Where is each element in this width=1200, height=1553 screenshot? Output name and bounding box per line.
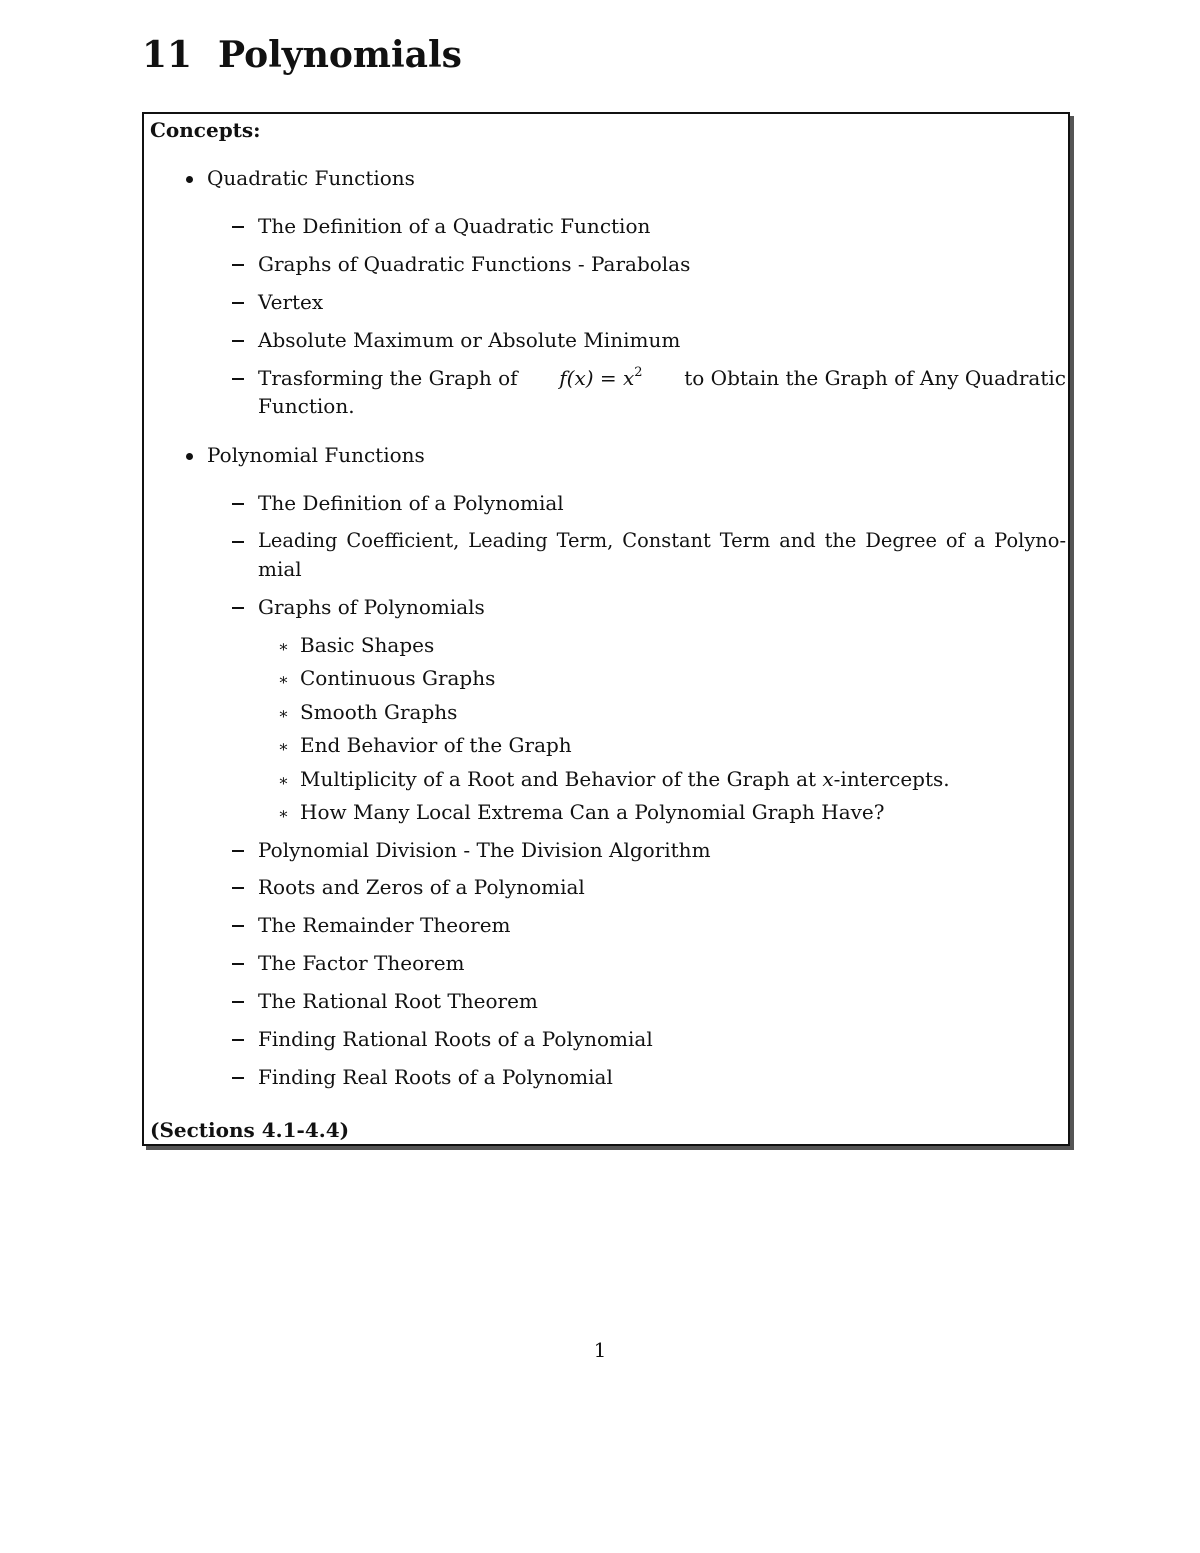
asterisk-icon: ∗ — [278, 670, 289, 689]
multiplicity-text-end: -intercepts. — [833, 767, 950, 791]
list-item-transforming — [258, 364, 1066, 392]
dash-icon — [232, 963, 244, 965]
page-heading — [142, 30, 462, 80]
list-item-continuation: mial — [258, 557, 302, 581]
list-item: The Definition of a Polynomial — [258, 491, 564, 515]
list-item: Polynomial Division - The Division Algorithm — [258, 838, 711, 862]
asterisk-icon: ∗ — [278, 737, 289, 756]
bullet-polynomial-functions: Polynomial Functions — [207, 443, 425, 467]
dash-icon — [232, 226, 244, 228]
dash-icon — [232, 1077, 244, 1079]
list-item: Absolute Maximum or Absolute Minimum — [258, 328, 681, 352]
list-item: The Factor Theorem — [258, 951, 465, 975]
asterisk-icon: ∗ — [278, 637, 289, 656]
list-item-graphs: Graphs of Polynomials — [258, 595, 485, 619]
dash-icon — [232, 925, 244, 927]
multiplicity-text-start: Multiplicity of a Root and Behavior of the Graph at — [300, 767, 817, 791]
math-variable: x — [822, 767, 834, 791]
asterisk-icon: ∗ — [278, 804, 289, 823]
dash-icon — [232, 850, 244, 852]
asterisk-icon: ∗ — [278, 704, 289, 723]
bullet-dot-icon — [186, 453, 193, 460]
section-title: Polynomials — [218, 34, 462, 76]
list-item: The Remainder Theorem — [258, 913, 511, 937]
dash-icon — [232, 541, 244, 543]
dash-icon — [232, 264, 244, 266]
math-exponent: 2 — [634, 365, 643, 380]
asterisk-icon: ∗ — [278, 771, 289, 790]
sub-list-item: How Many Local Extrema Can a Polynomial Graph Have? — [300, 800, 885, 824]
dash-icon — [232, 1039, 244, 1041]
page-number: 1 — [593, 1338, 607, 1362]
sections-reference: (Sections 4.1-4.4) — [150, 1118, 350, 1142]
dash-icon — [232, 1001, 244, 1003]
sub-list-item: Continuous Graphs — [300, 666, 496, 690]
transform-text-start: Trasforming the Graph of — [258, 366, 518, 390]
sub-list-item: Smooth Graphs — [300, 700, 458, 724]
list-item: The Rational Root Theorem — [258, 989, 538, 1013]
section-number: 11 — [142, 34, 193, 76]
sub-list-item: Basic Shapes — [300, 633, 435, 657]
list-item: The Definition of a Quadratic Function — [258, 214, 651, 238]
transform-math — [559, 364, 642, 392]
dash-icon — [232, 340, 244, 342]
list-item: Vertex — [258, 290, 324, 314]
bullet-dot-icon — [186, 176, 193, 183]
concepts-label: Concepts: — [150, 118, 261, 142]
list-item-leading: Leading Coefficient, Leading Term, Constant Term and the Degree of a Polyno- — [258, 529, 1066, 552]
sub-list-item: End Behavior of the Graph — [300, 733, 572, 757]
list-item: Roots and Zeros of a Polynomial — [258, 875, 585, 899]
dash-icon — [232, 607, 244, 609]
list-item: Finding Rational Roots of a Polynomial — [258, 1027, 653, 1051]
concepts-box — [142, 112, 1070, 1146]
dash-icon — [232, 302, 244, 304]
dash-icon — [232, 503, 244, 505]
list-item: Finding Real Roots of a Polynomial — [258, 1065, 613, 1089]
bullet-quadratic-functions: Quadratic Functions — [207, 166, 415, 190]
list-item: Graphs of Quadratic Functions - Parabolas — [258, 252, 691, 276]
transform-text-end: to Obtain the Graph of Any Quadratic — [684, 366, 1066, 390]
math-expression: f(x) = x — [559, 366, 635, 390]
list-item-continuation: Function. — [258, 394, 355, 418]
dash-icon — [232, 887, 244, 889]
sub-list-item-multiplicity — [300, 765, 950, 793]
dash-icon — [232, 378, 244, 380]
